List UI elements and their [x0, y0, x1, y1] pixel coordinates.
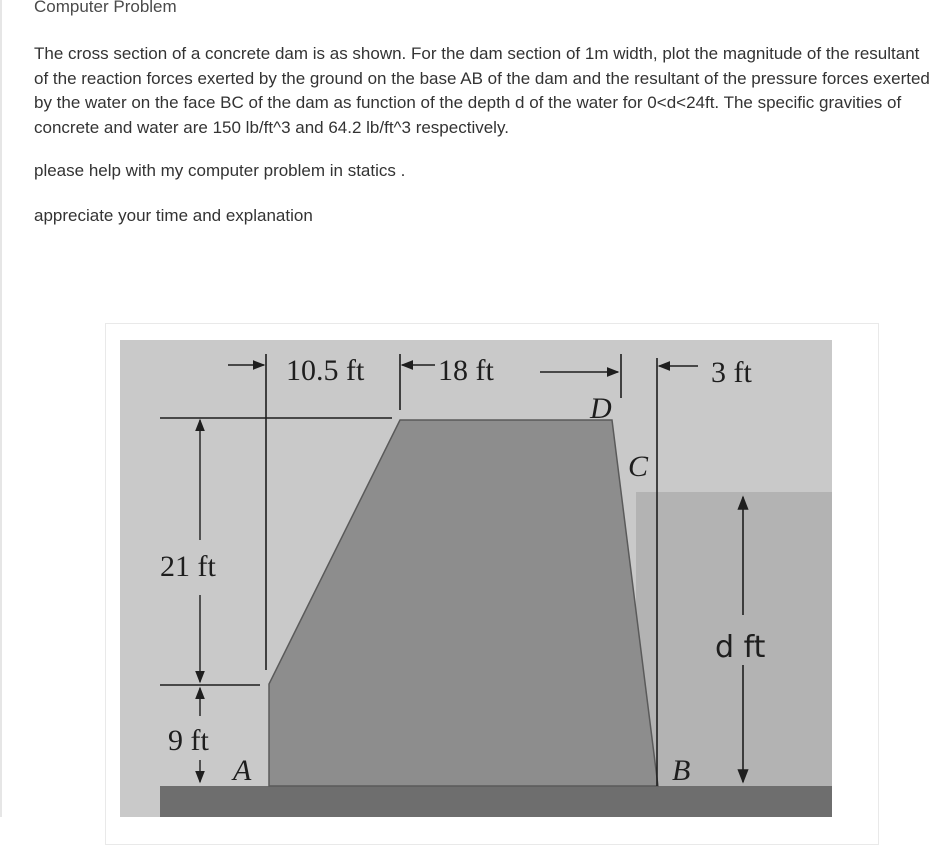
label-point-a: A [233, 754, 252, 787]
question-body: The cross section of a concrete dam is as shown. For the dam section of 1m width, plot the magnitude of the resultant of the reaction forces exerted by the ground on the base AB of the dam and the resultant of the pressure forces exerted by the water on the face BC of the dam as function of the depth d of the water for 0<d<24ft. The specific gravities of concrete and water are 150 lb/ft^3 and 64.2 lb/ft^3 respectively. [34, 44, 930, 137]
label-21ft: 21 ft [160, 550, 216, 583]
label-9ft: 9 ft [168, 724, 209, 757]
dam-diagram [120, 340, 832, 817]
question-title: Computer Problem [34, 0, 177, 16]
label-18ft: 18 ft [438, 354, 494, 387]
question-thanks: appreciate your time and explanation [34, 206, 313, 225]
left-border [0, 0, 2, 817]
label-10-5ft: 10.5 ft [286, 354, 365, 387]
label-3ft: 3 ft [711, 356, 752, 389]
label-point-b: B [672, 754, 691, 787]
label-point-d: D [590, 392, 612, 425]
question-request: please help with my computer problem in statics . [34, 161, 406, 180]
label-d-ft: d ft [715, 630, 766, 665]
ground [160, 786, 832, 817]
label-point-c: C [628, 450, 649, 483]
